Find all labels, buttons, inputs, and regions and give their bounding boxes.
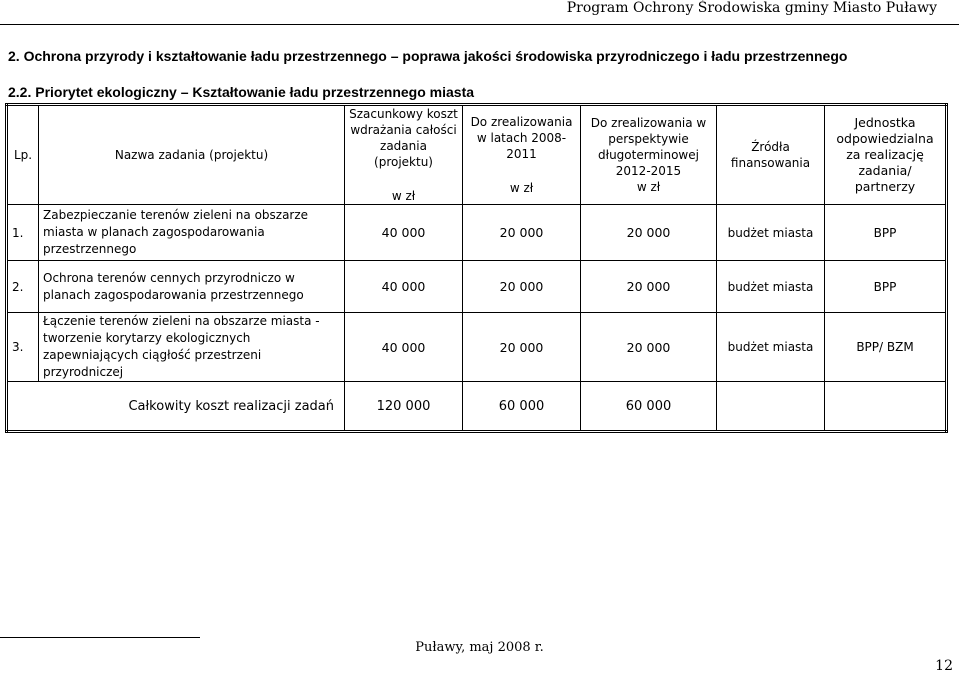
tasks-table xyxy=(5,103,948,433)
row-lp: 1. xyxy=(7,205,39,261)
total-unit-empty xyxy=(825,382,947,432)
row-2012: 20 000 xyxy=(581,205,717,261)
table-row xyxy=(7,313,947,382)
row-2012: 20 000 xyxy=(581,261,717,313)
total-2008: 60 000 xyxy=(463,382,581,432)
row-2008: 20 000 xyxy=(463,205,581,261)
row-2012: 20 000 xyxy=(581,313,717,382)
row-task-name: Ochrona terenów cennych przyrodniczo w planach zagospodarowania przestrzennego xyxy=(39,261,345,313)
row-lp: 2. xyxy=(7,261,39,313)
header-cost-label: Szacunkowy koszt wdrażania całości zadania (projektu) xyxy=(349,107,458,169)
header-2012-label: Do zrealizowania w perspektywie długoterminowej 2012-2015 xyxy=(590,116,707,178)
row-cost: 40 000 xyxy=(345,313,463,382)
row-lp: 3. xyxy=(7,313,39,382)
subsection-title: 2.2. Priorytet ekologiczny – Kształtowanie ładu przestrzennego miasta xyxy=(8,84,475,100)
header-cost xyxy=(345,105,463,205)
table-row xyxy=(7,261,947,313)
header-funding-source: Źródła finansowania xyxy=(717,105,825,205)
header-2008-2011 xyxy=(463,105,581,205)
header-2008-unit: w zł xyxy=(509,181,534,195)
row-responsible-unit: BPP xyxy=(825,261,947,313)
row-task-name: Łączenie terenów zieleni na obszarze miasta - tworzenie korytarzy ekologicznych zapewniających ciągłość przestrzeni przyrodniczej xyxy=(39,313,345,382)
header-2008-label: Do zrealizowania w latach 2008-2011 xyxy=(470,115,573,161)
footer-place-date: Puławy, maj 2008 r. xyxy=(415,640,544,655)
page-number: 12 xyxy=(935,658,953,674)
row-responsible-unit: BPP xyxy=(825,205,947,261)
total-funding-empty xyxy=(717,382,825,432)
table-header-row xyxy=(7,105,947,205)
table-total-row xyxy=(7,382,947,432)
row-2008: 20 000 xyxy=(463,313,581,382)
row-2008: 20 000 xyxy=(463,261,581,313)
header-2012-unit: w zł xyxy=(636,180,661,194)
header-lp: Lp. xyxy=(7,105,39,205)
total-2012: 60 000 xyxy=(581,382,717,432)
row-responsible-unit: BPP/ BZM xyxy=(825,313,947,382)
row-funding-source: budżet miasta xyxy=(717,205,825,261)
row-cost: 40 000 xyxy=(345,261,463,313)
header-responsible-unit: Jednostka odpowiedzialna za realizację zadania/ partnerzy xyxy=(825,105,947,205)
row-cost: 40 000 xyxy=(345,205,463,261)
section-title: 2. Ochrona przyrody i kształtowanie ładu przestrzennego – poprawa jakości środowiska przyrodniczego i ładu przestrzennego xyxy=(8,48,848,64)
table-row xyxy=(7,205,947,261)
row-funding-source: budżet miasta xyxy=(717,313,825,382)
header-divider xyxy=(0,24,959,25)
header-task-name: Nazwa zadania (projektu) xyxy=(39,105,345,205)
footer-divider xyxy=(0,637,200,638)
total-cost: 120 000 xyxy=(345,382,463,432)
row-task-name: Zabezpieczanie terenów zieleni na obszarze miasta w planach zagospodarowania przestrzennego xyxy=(39,205,345,261)
total-label: Całkowity koszt realizacji zadań xyxy=(7,382,345,432)
header-cost-unit: w zł xyxy=(391,189,416,203)
document-header-title: Program Ochrony Środowiska gminy Miasto Puławy xyxy=(566,0,937,16)
header-2012-2015 xyxy=(581,105,717,205)
row-funding-source: budżet miasta xyxy=(717,261,825,313)
